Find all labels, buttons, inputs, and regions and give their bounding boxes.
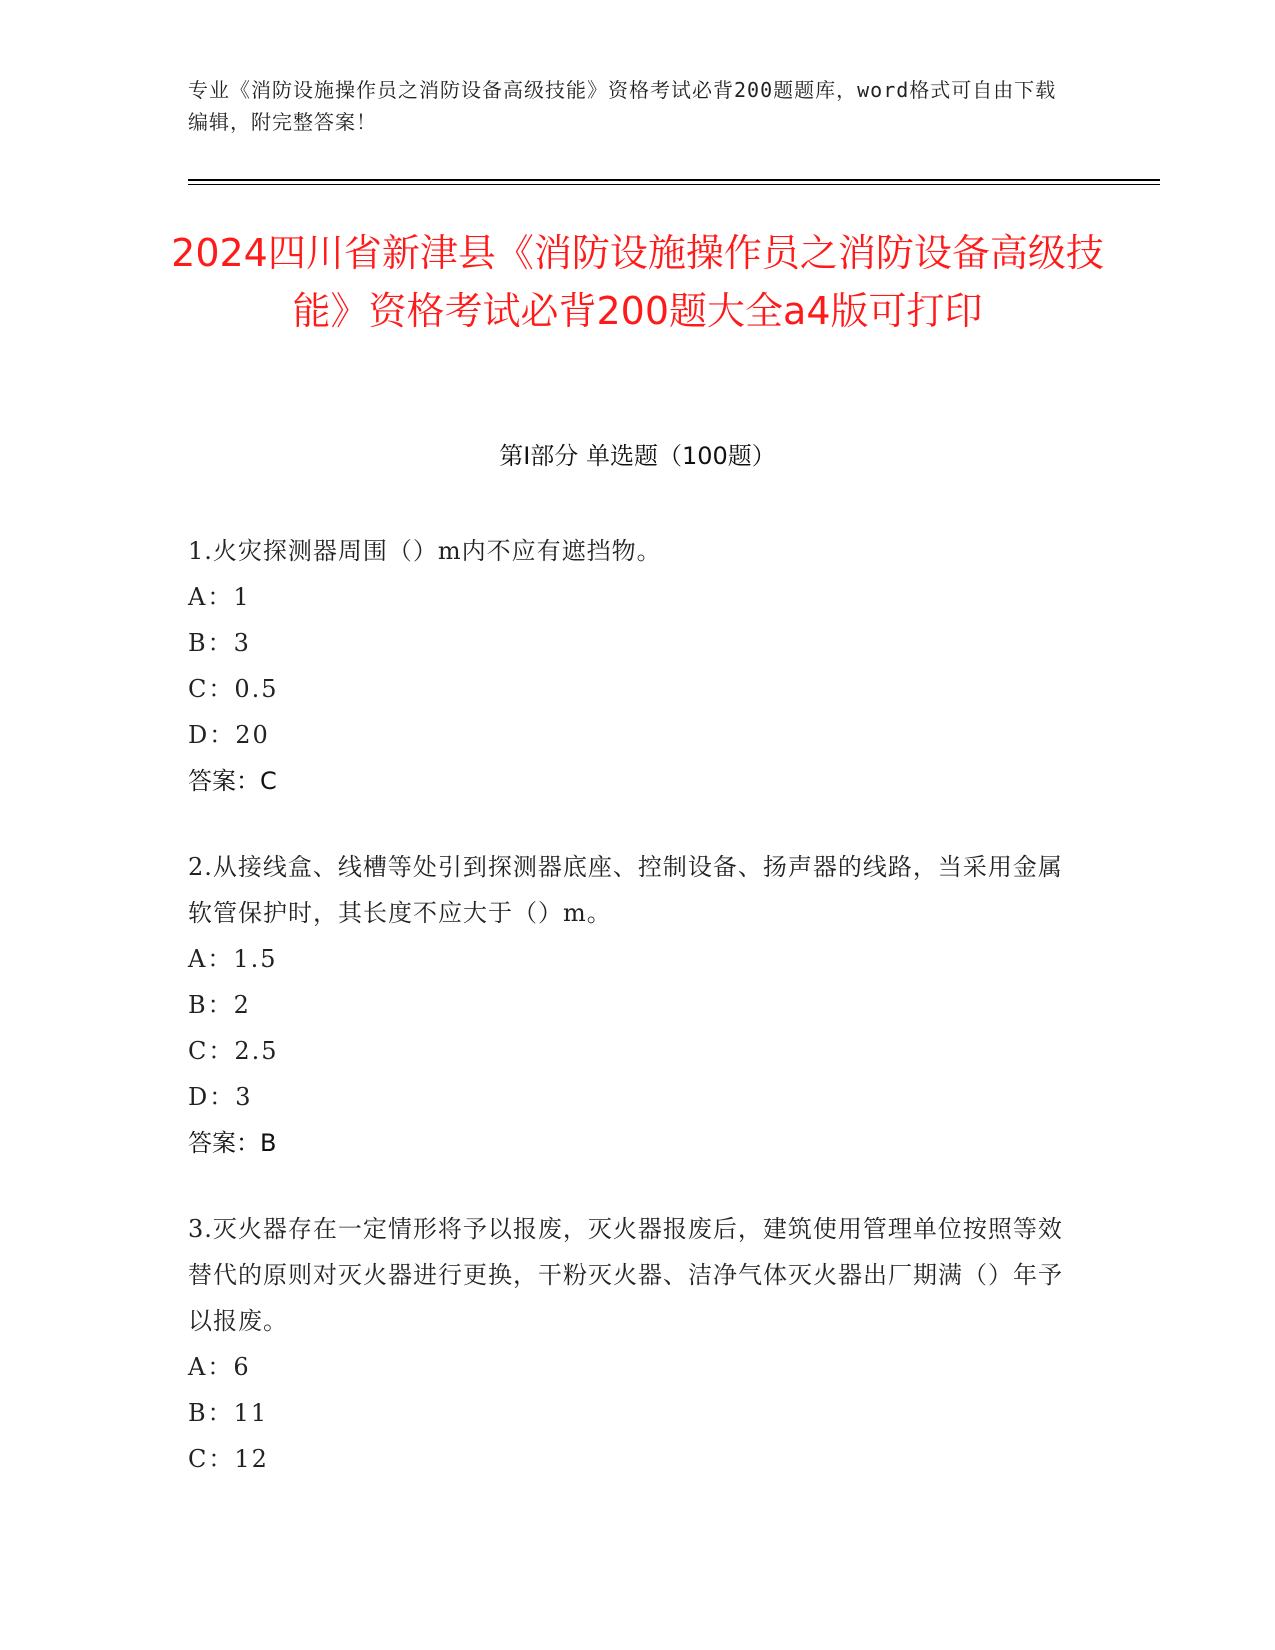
answer: 答案：C — [188, 767, 277, 795]
option-b: B：2 — [188, 991, 251, 1019]
option-d: D：20 — [188, 721, 270, 749]
question-list — [188, 528, 1068, 1482]
question-stem: 2.从接线盒、线槽等处引到探测器底座、控制设备、扬声器的线路，当采用金属软管保护时，其长度不应大于（）m。 — [188, 853, 1063, 927]
section-heading: 第Ⅰ部分 单选题（100题） — [499, 442, 776, 470]
header-note: 专业《消防设施操作员之消防设备高级技能》资格考试必背200题题库，word格式可自由下载编辑，附完整答案！ — [188, 78, 1057, 134]
document-title: 2024四川省新津县《消防设施操作员之消防设备高级技能》资格考试必背200题大全a4版可打印 — [171, 231, 1104, 333]
option-c: C：12 — [188, 1445, 269, 1473]
question-stem: 3.灭火器存在一定情形将予以报废，灭火器报废后，建筑使用管理单位按照等效替代的原则对灭火器进行更换，干粉灭火器、洁净气体灭火器出厂期满（）年予以报废。 — [188, 1215, 1063, 1335]
question-1 — [188, 528, 1068, 804]
answer: 答案：B — [188, 1129, 277, 1157]
option-c: C：0.5 — [188, 675, 279, 703]
question-stem: 1.火灾探测器周围（）m内不应有遮挡物。 — [188, 537, 662, 565]
header-rule-thin — [188, 184, 1160, 185]
option-d: D：3 — [188, 1083, 253, 1111]
option-a: A：1.5 — [188, 945, 278, 973]
question-2 — [188, 844, 1068, 1166]
option-a: A：6 — [188, 1353, 251, 1381]
option-c: C：2.5 — [188, 1037, 279, 1065]
option-b: B：3 — [188, 629, 251, 657]
question-3 — [188, 1206, 1068, 1482]
option-a: A：1 — [188, 583, 251, 611]
header-rule-thick — [188, 179, 1160, 181]
option-b: B：11 — [188, 1399, 269, 1427]
